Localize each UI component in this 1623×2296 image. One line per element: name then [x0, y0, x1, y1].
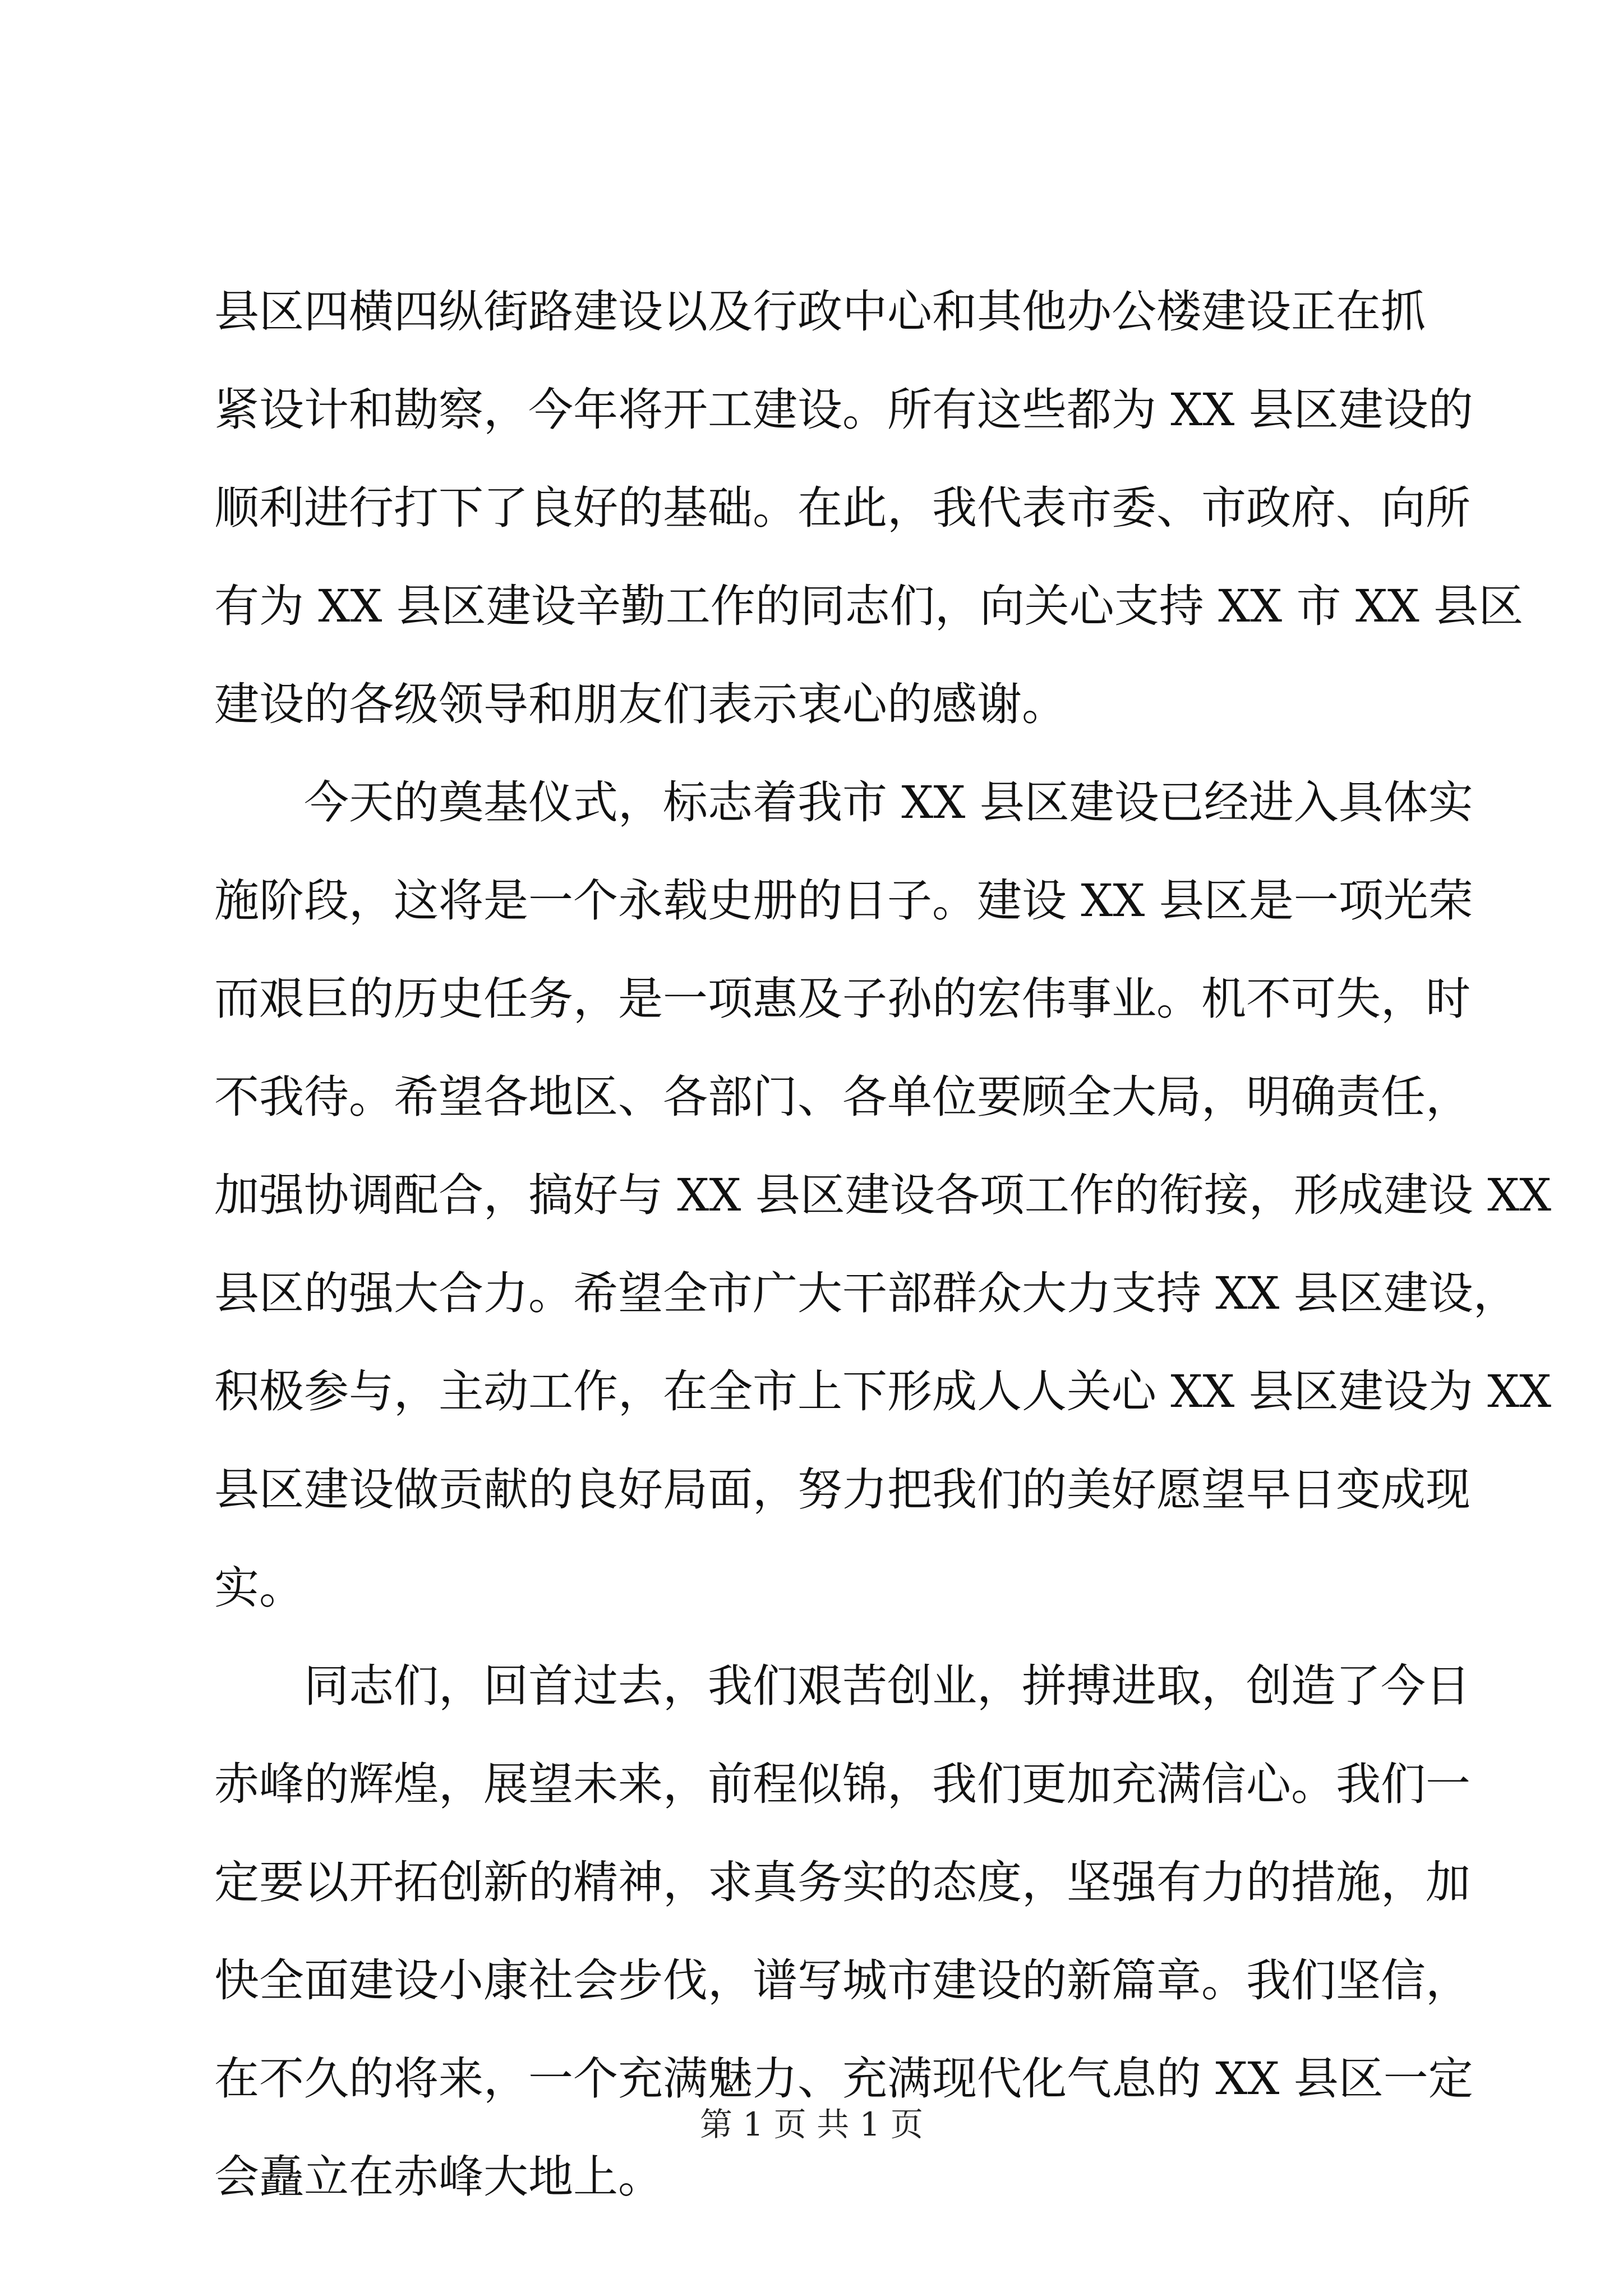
paragraph-2: [214, 753, 1552, 1637]
text-line: 县区的强大合力。希望全市广大干部群众大力支持 XX 县区建设，: [214, 1267, 1518, 1319]
text-line: 同志们，回首过去，我们艰苦创业，拼搏进取，创造了今日: [214, 1660, 1470, 1712]
text-line: 县区四横四纵街路建设以及行政中心和其他办公楼建设正在抓: [214, 286, 1426, 338]
text-line: 而艰巨的历史任务，是一项惠及子孙的宏伟事业。机不可失，时: [214, 973, 1470, 1025]
text-line: 快全面建设小康社会步伐，谱写城市建设的新篇章。我们坚信，: [214, 1954, 1470, 2007]
text-line: 赤峰的辉煌，展望未来，前程似锦，我们更加充满信心。我们一: [214, 1758, 1470, 1810]
text-line: 县区建设做贡献的良好局面，努力把我们的美好愿望早日变成现: [214, 1464, 1470, 1516]
text-line: 会矗立在赤峰大地上。: [214, 2151, 663, 2203]
text-line: 不我待。希望各地区、各部门、各单位要顾全大局，明确责任，: [214, 1071, 1470, 1123]
text-line: 紧设计和勘察，今年将开工建设。所有这些都为 XX 县区建设的: [214, 384, 1473, 436]
page-number-label: 第 1 页 共 1 页: [700, 2105, 923, 2143]
text-line: 加强协调配合，搞好与 XX 县区建设各项工作的衔接，形成建设 XX: [214, 1169, 1552, 1221]
text-line: 施阶段，这将是一个永载史册的日子。建设 XX 县区是一项光荣: [214, 875, 1473, 927]
text-line: 今天的奠基仪式，标志着我市 XX 县区建设已经进入具体实: [214, 776, 1473, 829]
text-line: 在不久的将来，一个充满魅力、充满现代化气息的 XX 县区一定: [214, 2053, 1473, 2105]
paragraph-1: [214, 263, 1524, 753]
text-line: 实。: [214, 1562, 304, 1614]
text-line: 建设的各级领导和朋友们表示衷心的感谢。: [214, 678, 1067, 730]
text-line: 有为 XX 县区建设辛勤工作的同志们，向关心支持 XX 市 XX 县区: [214, 580, 1524, 632]
text-line: 积极参与，主动工作，在全市上下形成人人关心 XX 县区建设为 XX: [214, 1365, 1552, 1418]
text-line: 定要以开拓创新的精神，求真务实的态度，坚强有力的措施，加: [214, 1856, 1470, 1908]
document-body: [214, 263, 1552, 2226]
page-footer: [0, 2098, 1623, 2145]
text-line: 顺利进行打下了良好的基础。在此，我代表市委、市政府、向所: [214, 482, 1470, 534]
